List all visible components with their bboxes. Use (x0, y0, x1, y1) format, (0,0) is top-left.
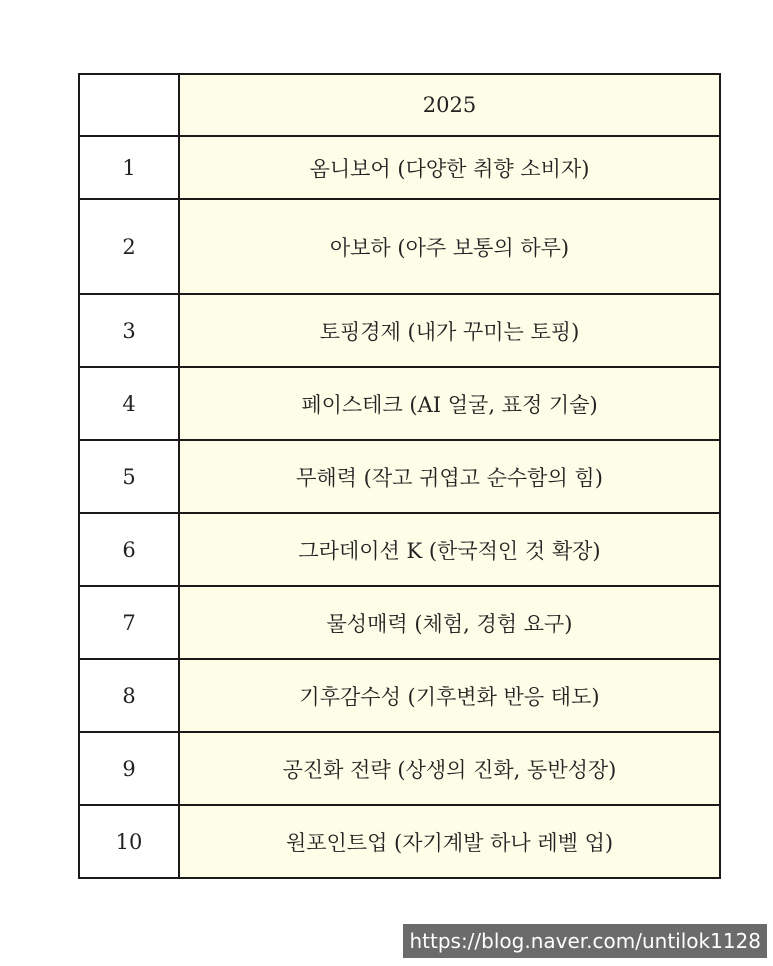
trend-cell: 그라데이션 K (한국적인 것 확장) (179, 513, 720, 586)
rank-cell: 1 (79, 136, 179, 199)
rank-cell: 9 (79, 732, 179, 805)
table-row (79, 440, 720, 513)
rank-cell: 3 (79, 294, 179, 367)
table-header-row (79, 74, 720, 136)
trend-cell: 아보하 (아주 보통의 하루) (179, 199, 720, 294)
header-year-cell: 2025 (179, 74, 720, 136)
table-row (79, 367, 720, 440)
table-row (79, 586, 720, 659)
rank-cell: 8 (79, 659, 179, 732)
trend-cell: 토핑경제 (내가 꾸미는 토핑) (179, 294, 720, 367)
table-row (79, 199, 720, 294)
table-row (79, 659, 720, 732)
trend-cell: 공진화 전략 (상생의 진화, 동반성장) (179, 732, 720, 805)
trend-cell: 옴니보어 (다양한 취향 소비자) (179, 136, 720, 199)
rank-cell: 4 (79, 367, 179, 440)
trend-cell: 페이스테크 (AI 얼굴, 표정 기술) (179, 367, 720, 440)
trend-cell: 물성매력 (체험, 경험 요구) (179, 586, 720, 659)
rank-cell: 10 (79, 805, 179, 878)
header-rank-cell (79, 74, 179, 136)
table-row (79, 294, 720, 367)
table-row (79, 136, 720, 199)
rank-cell: 6 (79, 513, 179, 586)
rank-cell: 5 (79, 440, 179, 513)
trend-cell: 원포인트업 (자기계발 하나 레벨 업) (179, 805, 720, 878)
trend-cell: 기후감수성 (기후변화 반응 태도) (179, 659, 720, 732)
trend-table (78, 73, 721, 879)
table-row (79, 805, 720, 878)
rank-cell: 2 (79, 199, 179, 294)
trend-cell: 무해력 (작고 귀엽고 순수함의 힘) (179, 440, 720, 513)
table-row (79, 732, 720, 805)
rank-cell: 7 (79, 586, 179, 659)
table-row (79, 513, 720, 586)
blog-url-watermark: https://blog.naver.com/untilok1128 (403, 924, 767, 958)
